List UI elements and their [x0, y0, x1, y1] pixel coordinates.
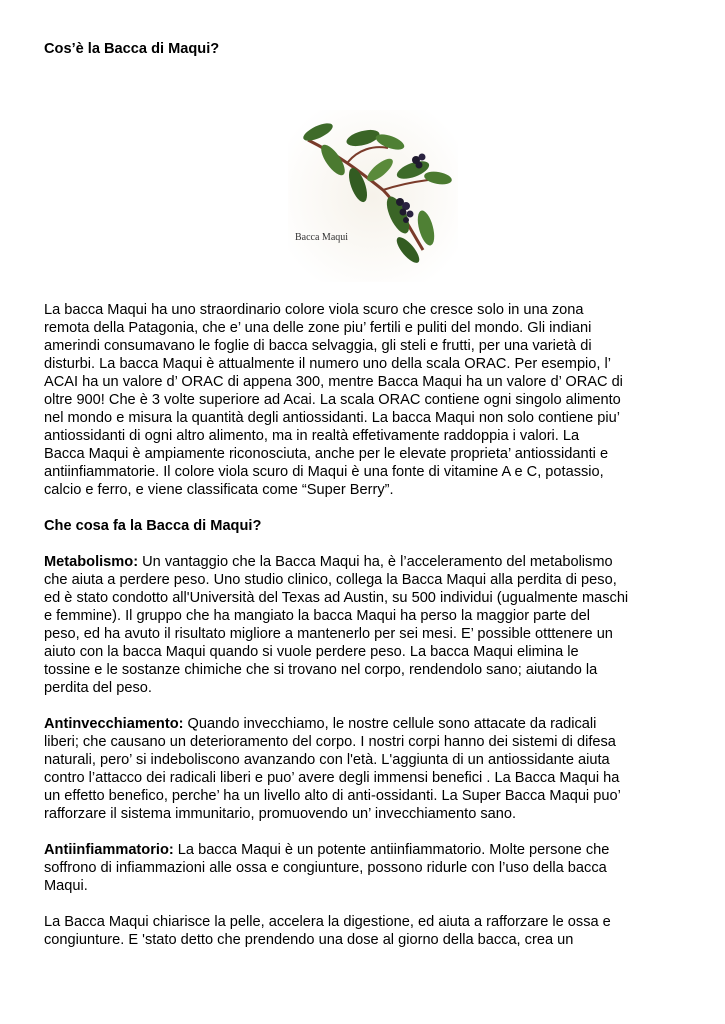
maqui-berry-image — [288, 110, 458, 282]
image-caption: Bacca Maqui — [295, 232, 349, 243]
section-heading: Che cosa fa la Bacca di Maqui? — [44, 518, 262, 534]
antiinfiammatorio-label: Antiinfiammatorio: — [44, 842, 174, 858]
page-title: Cos’è la Bacca di Maqui? — [44, 41, 220, 57]
antiinfiammatorio-paragraph — [44, 841, 684, 895]
antiinfiammatorio-text: La bacca Maqui è un potente antiinfiammatorio. Molte persone che soffrono di infiammazioni alle ossa e congiunture, possono ridurle con l’uso della bacca Maqui. — [44, 842, 610, 894]
metabolismo-text: Un vantaggio che la Bacca Maqui ha, è l’acceleramento del metabolismo che aiuta a perdere peso. Uno studio clinico, collega la Bacca Maqui alla perdita di peso, ed è stato condotto all'Università del Texas ad Austin, su 500 individui (ugualmente maschi e femmine). Il gruppo che ha mangiato la bacca Maqui ha perso la maggior parte del peso, ed ha avuto il risultato migliore a mantenerlo per sei mesi. E’ possible otttenere un aiuto con la bacca Maqui quando si vuole perdere peso. La bacca Maqui elimina le tossine e le sostanze chimiche che si trovano nel corpo, rendendolo sano; aiutando la perdita del peso. — [44, 554, 629, 696]
metabolismo-paragraph — [44, 553, 684, 697]
maqui-branch-illustration — [288, 110, 458, 282]
antinvecchiamento-text: Quando invecchiamo, le nostre cellule sono attacate da radicali liberi; che causano un deterioramento del corpo. I nostri corpi hanno dei sistemi di difesa naturali, pero’ si indeboliscono avanzando con l'età. L'aggiunta di un antiossidante aiuta contro l’attacco dei radicali liberi e puo’ avere degli immensi benefici . La Bacca Maqui ha un effetto benefico, perche’ ha un livello alto di anti-ossidanti. La Super Bacca Maqui puo’ rafforzare il sistema immunitario, promuovendo un’ invecchiamento sano. — [44, 716, 621, 822]
document-page — [44, 40, 684, 967]
metabolismo-label: Metabolismo: — [44, 554, 139, 570]
intro-paragraph: La bacca Maqui ha uno straordinario colore viola scuro che cresce solo in una zona remota della Patagonia, che e’ una delle zone piu’ fertili e puliti del mondo. Gli indiani amerindi consumavano le foglie di bacca selvaggia, gli steli e frutti, per una varietà di disturbi. La bacca Maqui è attualmente il numero uno della scala ORAC. Per esempio, l’ ACAI ha un valore d’ ORAC di appena 300, mentre Bacca Maqui ha un valore d’ ORAC di oltre 900! Che è 3 volte superiore ad Acai. La scala ORAC contiene ogni singolo alimento nel mondo e misura la quantità degli antiossidanti. La bacca Maqui non solo contiene piu’ antiossidanti di ogni altro alimento, ma in realtà effetivamente raddoppia i valori. La Bacca Maqui è ampiamente riconosciuta, anche per le elevate proprieta’ antiossidanti e antiinfiammatorie. Il colore viola scuro di Maqui è una fonte di vitamine A e C, potassio, calcio e ferro, e viene classificata come “Super Berry”. — [44, 302, 623, 498]
closing-paragraph: La Bacca Maqui chiarisce la pelle, accelera la digestione, ed aiuta a rafforzare le ossa e congiunture. E 'stato detto che prendendo una dose al giorno della bacca, crea un — [44, 914, 611, 948]
antinvecchiamento-label: Antinvecchiamento: — [44, 716, 184, 732]
antinvecchiamento-paragraph — [44, 715, 684, 823]
